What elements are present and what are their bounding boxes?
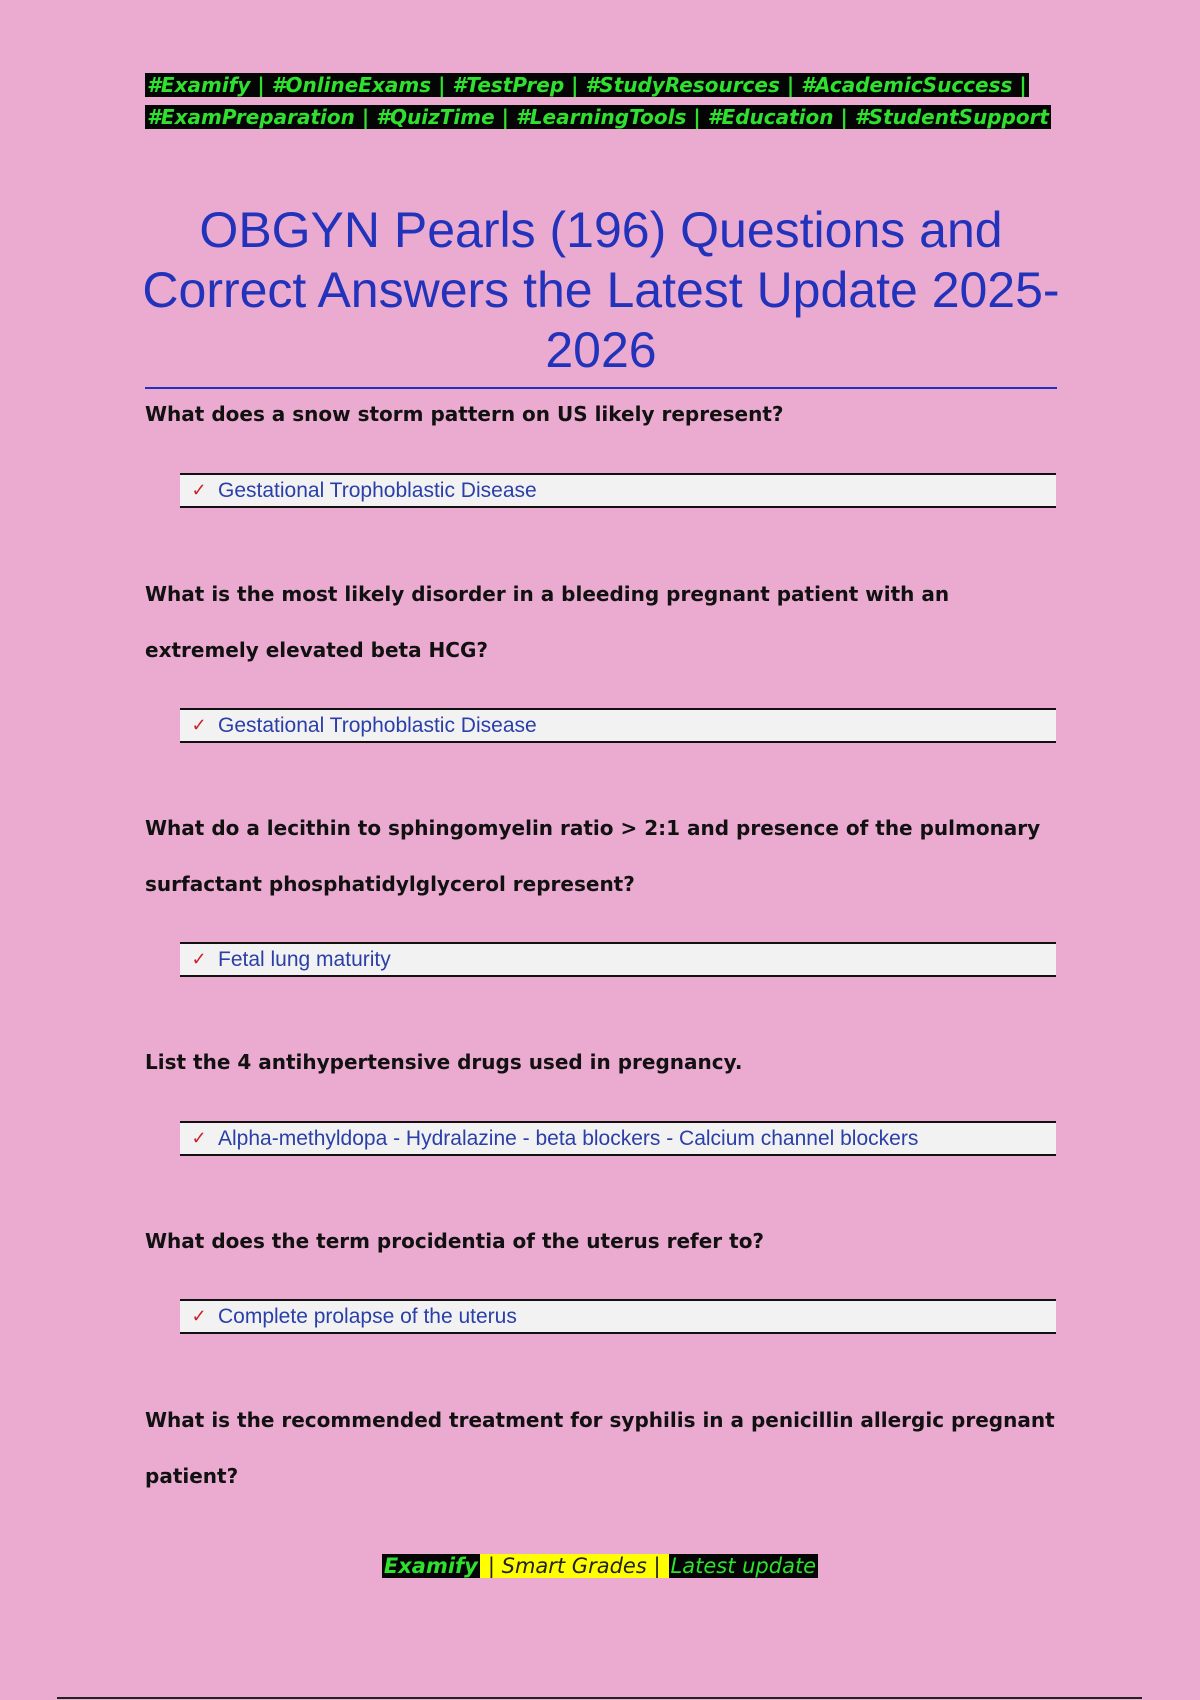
question-3: What do a lecithin to sphingomyelin ratio > 2:1 and presence of the pulmonary surfactant phosphatidylglycerol represent? [145, 816, 1041, 896]
page-bottom-rule [57, 1697, 1142, 1699]
checkmark-icon: ✓ [191, 480, 207, 500]
hashtags-line-1: #Examify | #OnlineExams | #TestPrep | #StudyResources | #AcademicSuccess | [147, 73, 1027, 97]
answer-1: ✓ Gestational Trophoblastic Disease [180, 473, 1056, 508]
question-4: List the 4 antihypertensive drugs used in pregnancy. [145, 1050, 743, 1074]
question-6: What is the recommended treatment for syphilis in a penicillin allergic pregnant patient? [145, 1408, 1055, 1488]
checkmark-icon: ✓ [191, 715, 207, 735]
checkmark-icon: ✓ [191, 1128, 207, 1148]
answer-3: ✓ Fetal lung maturity [180, 942, 1056, 977]
answer-2: ✓ Gestational Trophoblastic Disease [180, 708, 1056, 743]
question-2: What is the most likely disorder in a bleeding pregnant patient with an extremely elevated beta HCG? [145, 582, 950, 662]
hashtags-line-2: #ExamPreparation | #QuizTime | #LearningTools | #Education | #StudentSupport [147, 105, 1049, 129]
checkmark-icon: ✓ [191, 1306, 207, 1326]
checkmark-icon: ✓ [191, 949, 207, 969]
document-title: OBGYN Pearls (196) Questions and Correct Answers the Latest Update 2025-2026 [142, 202, 1060, 378]
question-5: What does the term procidentia of the uterus refer to? [145, 1229, 765, 1253]
footer-banner: Examify | Smart Grades | Latest update [383, 1554, 817, 1578]
answer-4: ✓ Alpha-methyldopa - Hydralazine - beta blockers - Calcium channel blockers [180, 1121, 1056, 1156]
answer-5: ✓ Complete prolapse of the uterus [180, 1299, 1056, 1334]
question-1: What does a snow storm pattern on US likely represent? [145, 402, 784, 426]
